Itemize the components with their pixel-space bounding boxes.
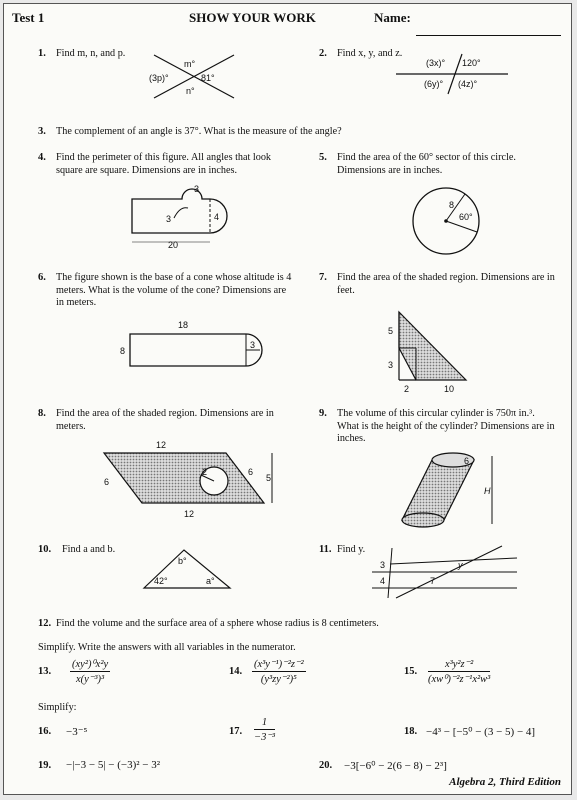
problem-15-number: 15.	[404, 666, 418, 677]
name-label: Name:	[374, 10, 411, 25]
p6-label-left: 8	[120, 346, 126, 356]
p2-label-x: (3x)°	[426, 58, 446, 68]
p5-label-radius: 8	[449, 200, 455, 210]
problem-13-denominator: x(y⁻³)³	[75, 674, 105, 685]
problem-18-expression: −4³ − [−5⁰ − (3 − 5) − 4]	[426, 726, 536, 738]
p8-label-radius: 2	[202, 467, 208, 477]
problem-18-number: 18.	[404, 726, 418, 737]
problem-14-fraction	[252, 658, 306, 685]
problem-17-number: 17.	[229, 726, 243, 737]
p11-label-y: y	[458, 560, 463, 570]
problem-5-text: Find the area of the 60° sector of this circle. Dimensions are in inches.	[337, 152, 516, 176]
problem-7-figure	[384, 304, 484, 394]
p9-label-height: H	[484, 486, 491, 496]
problem-2-text: Find x, y, and z.	[337, 48, 403, 59]
p7-label-2: 2	[404, 384, 410, 394]
problem-8-figure	[96, 437, 286, 522]
problem-4-number: 4.	[38, 152, 46, 163]
problem-13-numerator: (xy²)⁰x²y	[72, 659, 109, 670]
problem-16-expression: −3⁻⁵	[66, 726, 88, 738]
problem-7-number: 7.	[319, 272, 327, 283]
p2-label-z: (4z)°	[458, 79, 478, 89]
problem-11-figure	[372, 544, 532, 600]
problem-15-fraction	[428, 658, 490, 685]
p7-label-5: 5	[388, 326, 394, 336]
p4-label-top: 3	[194, 184, 200, 194]
p8-label-left: 6	[104, 477, 110, 487]
p5-label-angle: 60°	[459, 212, 473, 222]
problem-8-text: Find the area of the shaded region. Dimensions are in meters.	[56, 408, 274, 432]
p1-label-m: m°	[184, 59, 196, 69]
p2-label-y: (6y)°	[424, 79, 444, 89]
problem-14-number: 14.	[229, 666, 243, 677]
problem-17-numerator: 1	[254, 717, 275, 730]
problem-7-text: Find the area of the shaded region. Dimensions are in feet.	[337, 272, 555, 296]
p11-label-4: 4	[380, 576, 386, 586]
problem-19-number: 19.	[38, 760, 52, 771]
problem-13-fraction	[70, 658, 110, 685]
problem-20-expression: −3[−6⁰ − 2(6 − 8) − 2³]	[344, 760, 447, 772]
problem-3-text: The complement of an angle is 37°. What is the measure of the angle?	[56, 126, 342, 137]
p1-label-p: (3p)°	[149, 73, 169, 83]
problem-9-text: The volume of this circular cylinder is 750π in.³. What is the height of the cylinder? Dimensions are in inches.	[337, 408, 555, 444]
problem-12-number: 12.	[38, 618, 52, 629]
problem-9-figure	[398, 450, 508, 530]
test-label: Test 1	[12, 10, 45, 25]
problem-9-number: 9.	[319, 408, 327, 419]
problem-8-number: 8.	[38, 408, 46, 419]
p10-label-b: b°	[178, 556, 187, 566]
problem-16-number: 16.	[38, 726, 52, 737]
problem-11-text: Find y.	[337, 544, 366, 555]
simplify-instruction-1: Simplify. Write the answers with all variables in the numerator.	[38, 642, 296, 653]
p8-label-top: 12	[156, 440, 167, 450]
worksheet-page	[3, 3, 572, 795]
problem-13-number: 13.	[38, 666, 52, 677]
problem-4-figure	[122, 184, 242, 264]
p9-label-radius: 6	[464, 456, 470, 466]
p11-label-3: 3	[380, 560, 386, 570]
p8-label-bottom: 12	[184, 509, 195, 519]
p11-label-7: 7	[430, 576, 436, 586]
problem-1-figure	[144, 50, 254, 102]
p4-label-right: 4	[214, 212, 220, 222]
problem-2-figure	[396, 52, 516, 96]
problem-14-numerator: (x³y⁻¹)⁻²z⁻²	[254, 659, 304, 670]
problem-17-fraction	[254, 717, 275, 743]
p4-label-left: 3	[166, 214, 172, 224]
problem-1-text: Find m, n, and p.	[56, 48, 126, 59]
simplify-instruction-2: Simplify:	[38, 702, 77, 713]
problem-15-denominator: (xw⁰)⁻²z⁻¹x²w³	[428, 674, 491, 685]
problem-14-denominator: (y³zy⁻²)⁵	[260, 674, 297, 685]
problem-10-figure	[140, 544, 240, 594]
problem-1-number: 1.	[38, 48, 46, 59]
problem-6-text: The figure shown is the base of a cone whose altitude is 4 meters. What is the volume of the cone? Dimensions are in meters.	[56, 272, 292, 308]
p8-label-right: 6	[248, 467, 254, 477]
problem-4-text: Find the perimeter of this figure. All angles that look square are square. Dimensions are in inches.	[56, 152, 272, 176]
problem-5-number: 5.	[319, 152, 327, 163]
p1-label-81: 81°	[201, 73, 215, 83]
problem-11-number: 11.	[319, 544, 332, 555]
p6-label-top: 18	[178, 320, 189, 330]
problem-5-figure	[409, 184, 489, 264]
p4-label-bottom: 20	[168, 240, 179, 250]
problem-12-text: Find the volume and the surface area of a sphere whose radius is 8 centimeters.	[56, 618, 379, 629]
p2-label-120: 120°	[462, 58, 481, 68]
name-line[interactable]	[416, 35, 561, 36]
p7-label-3: 3	[388, 360, 394, 370]
p8-label-height: 5	[266, 473, 272, 483]
problem-3-number: 3.	[38, 126, 46, 137]
problem-17-denominator: −3⁻³	[254, 732, 276, 743]
problem-20-number: 20.	[319, 760, 333, 771]
p7-label-10: 10	[444, 384, 455, 394]
page-title: SHOW YOUR WORK	[189, 10, 316, 25]
problem-2-number: 2.	[319, 48, 327, 59]
book-footer: Algebra 2, Third Edition	[449, 776, 561, 788]
p1-label-n: n°	[186, 86, 195, 96]
problem-15-numerator: x³y²z⁻²	[428, 658, 490, 672]
problem-6-figure	[118, 320, 288, 380]
problem-10-text: Find a and b.	[62, 544, 116, 555]
p6-label-radius: 3	[250, 340, 256, 350]
p10-label-42: 42°	[154, 576, 168, 586]
problem-10-number: 10.	[38, 544, 52, 555]
problem-19-expression: −|−3 − 5| − (−3)² − 3²	[66, 759, 161, 771]
p10-label-a: a°	[206, 576, 215, 586]
problem-6-number: 6.	[38, 272, 46, 283]
